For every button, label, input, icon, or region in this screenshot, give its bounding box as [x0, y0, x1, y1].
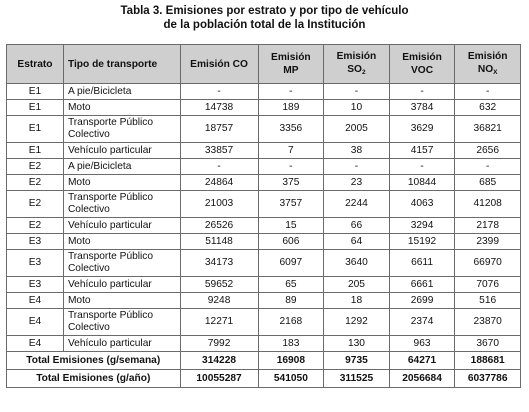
cell-nox: 23870 — [455, 309, 521, 336]
cell-tipo: Transporte Público Colectivo — [63, 191, 180, 218]
cell-mp: 2168 — [258, 309, 324, 336]
cell-mp: 375 — [258, 175, 324, 191]
cell-voc: 4063 — [389, 191, 455, 218]
total-yearly-mp: 541050 — [258, 370, 324, 388]
cell-so2: 2244 — [324, 191, 390, 218]
header-nox-line2: NO — [477, 63, 494, 75]
cell-estrato: E2 — [7, 175, 64, 191]
cell-nox: 516 — [455, 293, 521, 309]
cell-so2: 38 — [324, 143, 390, 159]
cell-estrato: E2 — [7, 218, 64, 234]
cell-co: - — [180, 159, 258, 175]
cell-estrato: E2 — [7, 159, 64, 175]
total-weekly-voc: 64271 — [389, 352, 455, 370]
total-weekly-label: Total Emisiones (g/semana) — [7, 352, 181, 370]
cell-tipo: A pie/Bicicleta — [63, 84, 180, 100]
header-tipo: Tipo de transporte — [63, 45, 180, 84]
cell-so2: 1292 — [324, 309, 390, 336]
cell-nox: - — [455, 159, 521, 175]
cell-estrato: E1 — [7, 100, 64, 116]
header-so2-line1: Emisión — [336, 50, 377, 62]
table-row — [7, 191, 521, 218]
header-so2-line2: SO — [347, 63, 362, 75]
header-nox-line1: Emisión — [467, 50, 508, 62]
cell-co: - — [180, 84, 258, 100]
cell-co: 33857 — [180, 143, 258, 159]
total-weekly-nox: 188681 — [455, 352, 521, 370]
cell-so2: 130 — [324, 336, 390, 352]
emissions-table — [6, 44, 521, 388]
cell-so2: 2005 — [324, 116, 390, 143]
table-caption — [0, 4, 529, 32]
cell-nox: 2656 — [455, 143, 521, 159]
total-weekly-so2: 9735 — [324, 352, 390, 370]
table-row — [7, 250, 521, 277]
cell-estrato: E4 — [7, 293, 64, 309]
cell-voc: 3784 — [389, 100, 455, 116]
cell-estrato: E4 — [7, 309, 64, 336]
cell-tipo: Transporte Público Colectivo — [63, 116, 180, 143]
table-row — [7, 175, 521, 191]
cell-voc: 4157 — [389, 143, 455, 159]
cell-so2: 18 — [324, 293, 390, 309]
cell-so2: 205 — [324, 277, 390, 293]
table-row — [7, 277, 521, 293]
cell-estrato: E2 — [7, 191, 64, 218]
table-row — [7, 100, 521, 116]
table-header — [7, 45, 521, 84]
cell-estrato: E3 — [7, 277, 64, 293]
cell-mp: 65 — [258, 277, 324, 293]
table-row — [7, 309, 521, 336]
cell-estrato: E1 — [7, 143, 64, 159]
cell-mp: 3356 — [258, 116, 324, 143]
caption-line-1: Tabla 3. Emisiones por estrato y por tipo de vehículo — [120, 5, 409, 17]
cell-tipo: A pie/Bicicleta — [63, 159, 180, 175]
cell-tipo: Transporte Público Colectivo — [63, 250, 180, 277]
cell-estrato: E3 — [7, 250, 64, 277]
header-nox — [455, 45, 521, 84]
cell-so2: 23 — [324, 175, 390, 191]
header-mp — [258, 45, 324, 84]
cell-voc: 15192 — [389, 234, 455, 250]
cell-co: 18757 — [180, 116, 258, 143]
table-row — [7, 218, 521, 234]
cell-nox: 66970 — [455, 250, 521, 277]
total-yearly-nox: 6037786 — [455, 370, 521, 388]
cell-so2: - — [324, 159, 390, 175]
cell-estrato: E3 — [7, 234, 64, 250]
total-yearly-co: 10055287 — [180, 370, 258, 388]
cell-co: 21003 — [180, 191, 258, 218]
cell-voc: - — [389, 159, 455, 175]
cell-tipo: Moto — [63, 175, 180, 191]
cell-tipo: Vehículo particular — [63, 277, 180, 293]
cell-nox: 36821 — [455, 116, 521, 143]
cell-so2: 3640 — [324, 250, 390, 277]
cell-so2: 64 — [324, 234, 390, 250]
cell-so2: - — [324, 84, 390, 100]
cell-nox: 7076 — [455, 277, 521, 293]
cell-nox: 2399 — [455, 234, 521, 250]
header-mp-line2: MP — [283, 65, 299, 76]
cell-voc: 963 — [389, 336, 455, 352]
caption-line-2: de la población total de la Institución — [163, 19, 366, 31]
cell-co: 24864 — [180, 175, 258, 191]
cell-estrato: E1 — [7, 116, 64, 143]
cell-mp: 3757 — [258, 191, 324, 218]
header-so2 — [324, 45, 390, 84]
cell-tipo: Vehículo particular — [63, 143, 180, 159]
cell-nox: 632 — [455, 100, 521, 116]
cell-nox: 41208 — [455, 191, 521, 218]
header-row — [7, 45, 521, 84]
total-yearly-so2: 311525 — [324, 370, 390, 388]
header-voc-line2: VOC — [411, 65, 434, 76]
cell-co: 34173 — [180, 250, 258, 277]
cell-tipo: Moto — [63, 234, 180, 250]
cell-voc: 3294 — [389, 218, 455, 234]
total-yearly-voc: 2056684 — [389, 370, 455, 388]
cell-voc: 6611 — [389, 250, 455, 277]
cell-voc: - — [389, 84, 455, 100]
cell-mp: 183 — [258, 336, 324, 352]
cell-mp: 89 — [258, 293, 324, 309]
cell-voc: 3629 — [389, 116, 455, 143]
total-yearly-label: Total Emisiones (g/año) — [7, 370, 181, 388]
table-row — [7, 84, 521, 100]
cell-co: 12271 — [180, 309, 258, 336]
cell-tipo: Transporte Público Colectivo — [63, 309, 180, 336]
header-estrato: Estrato — [7, 45, 64, 84]
totals-row-yearly — [7, 370, 521, 388]
totals-row-weekly — [7, 352, 521, 370]
header-co: Emisión CO — [180, 45, 258, 84]
total-weekly-mp: 16908 — [258, 352, 324, 370]
cell-co: 59652 — [180, 277, 258, 293]
cell-mp: - — [258, 84, 324, 100]
header-nox-subscript: X — [493, 68, 498, 76]
cell-mp: 7 — [258, 143, 324, 159]
cell-voc: 2699 — [389, 293, 455, 309]
cell-voc: 2374 — [389, 309, 455, 336]
cell-nox: 2178 — [455, 218, 521, 234]
cell-mp: 6097 — [258, 250, 324, 277]
cell-nox: 3670 — [455, 336, 521, 352]
cell-mp: 606 — [258, 234, 324, 250]
header-so2-subscript: 2 — [362, 68, 366, 76]
cell-co: 14738 — [180, 100, 258, 116]
cell-tipo: Vehículo particular — [63, 336, 180, 352]
table-row — [7, 234, 521, 250]
total-weekly-co: 314228 — [180, 352, 258, 370]
cell-voc: 10844 — [389, 175, 455, 191]
cell-tipo: Moto — [63, 293, 180, 309]
cell-mp: 189 — [258, 100, 324, 116]
table-footer — [7, 352, 521, 388]
cell-so2: 66 — [324, 218, 390, 234]
cell-co: 7992 — [180, 336, 258, 352]
header-voc — [389, 45, 455, 84]
cell-tipo: Moto — [63, 100, 180, 116]
header-mp-line1: Emisión — [271, 52, 311, 63]
cell-voc: 6661 — [389, 277, 455, 293]
cell-mp: 15 — [258, 218, 324, 234]
cell-nox: - — [455, 84, 521, 100]
cell-co: 51148 — [180, 234, 258, 250]
table-row — [7, 143, 521, 159]
table-row — [7, 116, 521, 143]
header-voc-line1: Emisión — [402, 52, 442, 63]
cell-co: 9248 — [180, 293, 258, 309]
cell-tipo: Vehículo particular — [63, 218, 180, 234]
cell-nox: 685 — [455, 175, 521, 191]
cell-estrato: E4 — [7, 336, 64, 352]
table-row — [7, 159, 521, 175]
table-body — [7, 84, 521, 352]
table-row — [7, 293, 521, 309]
cell-estrato: E1 — [7, 84, 64, 100]
cell-co: 26526 — [180, 218, 258, 234]
cell-so2: 10 — [324, 100, 390, 116]
cell-mp: - — [258, 159, 324, 175]
table-row — [7, 336, 521, 352]
